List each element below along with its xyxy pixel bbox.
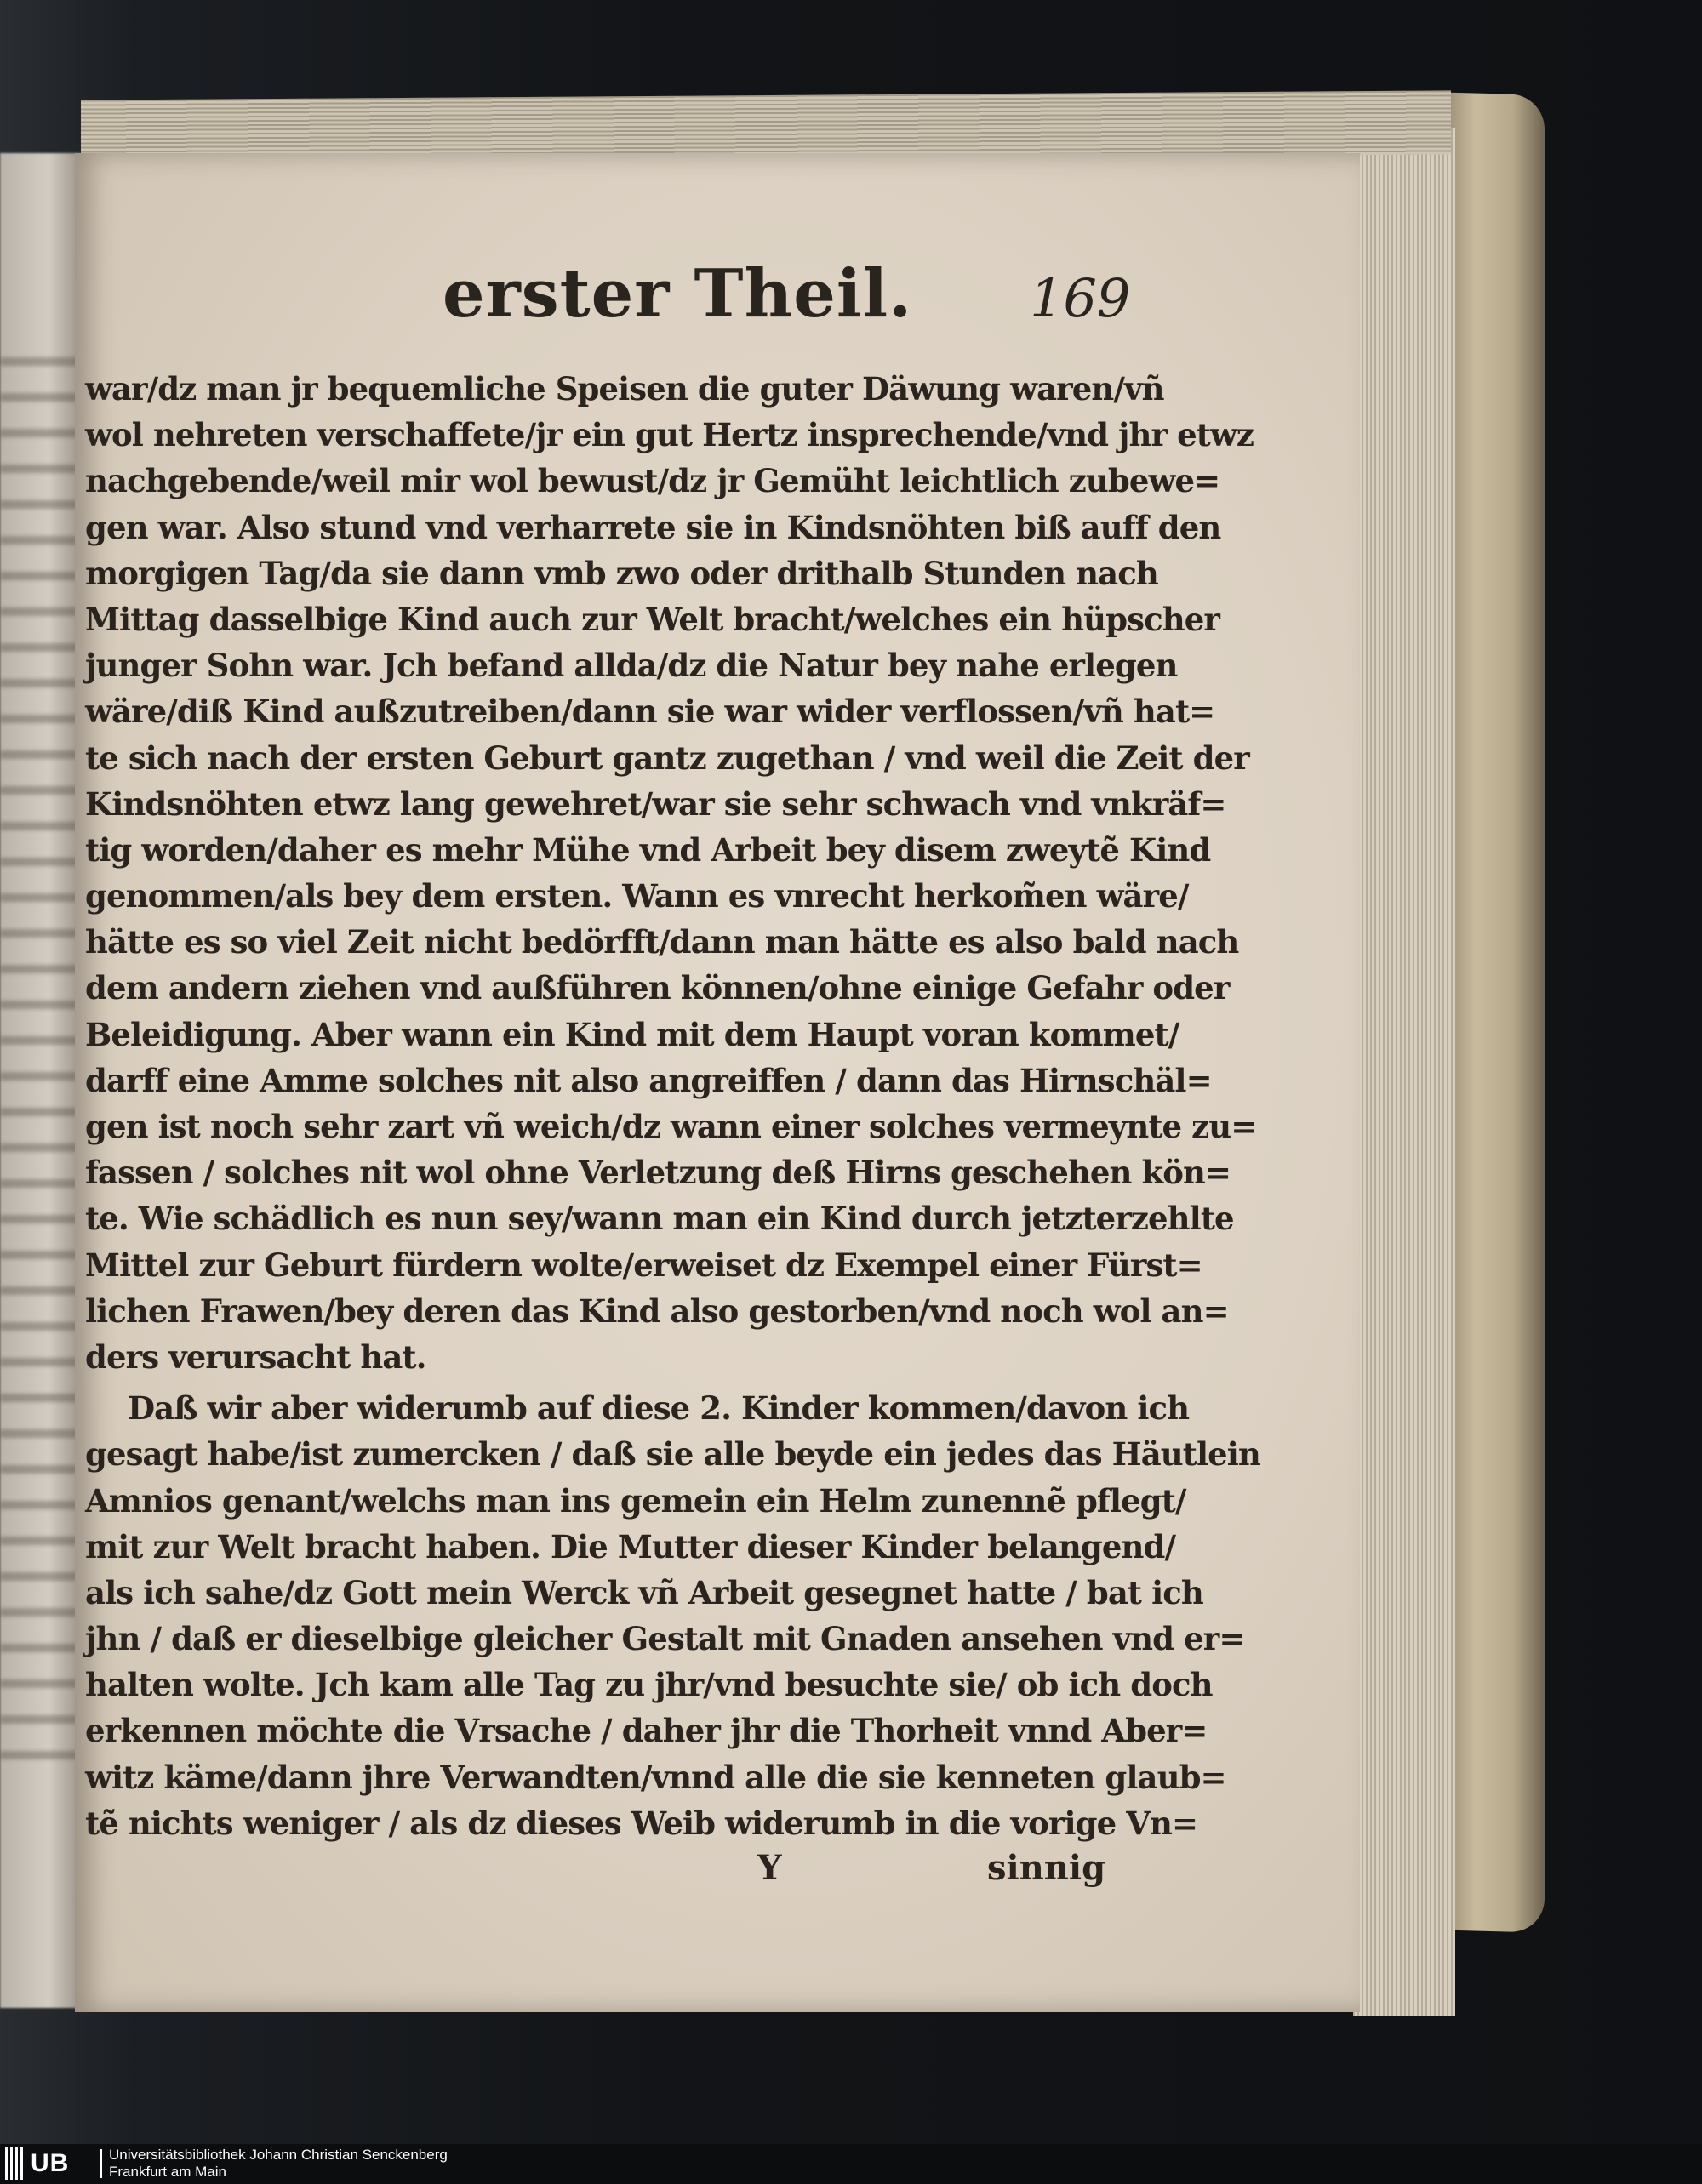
text-line: Kindsnöhten etwz lang gewehret/war sie sehr schwach vnd vnkräf= (85, 784, 1226, 823)
text-line: jhn / daß er dieselbige gleicher Gestalt mit Gnaden ansehen vnd er= (85, 1620, 1245, 1658)
signature-mark: Y (757, 1848, 782, 1888)
text-line: junger Sohn war. Jch befand allda/dz die Natur bey nahe erlegen (85, 647, 1178, 685)
page-content (85, 255, 1260, 1902)
text-line: Mittel zur Geburt fürdern wolte/erweiset dz Exempel einer Fürst= (85, 1246, 1202, 1284)
running-title: erster Theil. (443, 255, 913, 333)
text-line: wol nehreten verschaffete/jr ein gut Hertz insprechende/vnd jhr etwz (85, 416, 1254, 454)
library-name-line2: Frankfurt am Main (109, 2164, 226, 2180)
text-line: witz käme/dann jhre Verwandten/vnnd alle die sie kenneten glaub= (85, 1758, 1226, 1796)
text-line: te sich nach der ersten Geburt gantz zugethan / vnd weil die Zeit der (85, 738, 1249, 777)
text-line: darff eine Amme solches nit also angreiffen / dann das Hirnschäl= (85, 1061, 1212, 1099)
book-page (75, 153, 1360, 2012)
text-line: genommen/als bey dem ersten. Wann es vnrecht herkom̃en wäre/ (85, 877, 1189, 915)
text-line: nachgebende/weil mir wol bewust/dz jr Gemüht leichtlich zubewe= (85, 462, 1220, 500)
text-line: Beleidigung. Aber wann ein Kind mit dem Haupt voran kommet/ (85, 1015, 1179, 1053)
text-line: Mittag dasselbige Kind auch zur Welt bracht/welches ein hüpscher (85, 600, 1219, 638)
page-foot (85, 1848, 1115, 1902)
text-line: dem andern ziehen vnd außführen können/ohne einige Gefahr oder (85, 969, 1230, 1007)
page-number: 169 (1030, 267, 1131, 329)
text-line: ders verursacht hat. (85, 1337, 426, 1376)
text-line: hätte es so viel Zeit nicht bedörfft/dann man hätte es also bald nach (85, 923, 1239, 961)
body-text (85, 366, 1260, 1846)
text-line: Amnios genant/welchs man ins gemein ein Helm zunennẽ pflegt/ (85, 1481, 1186, 1520)
text-line: war/dz man jr bequemliche Speisen die guter Däwung waren/vñ (85, 370, 1164, 408)
book-page-edges (1353, 128, 1455, 2016)
previous-page-text-bleed (0, 357, 78, 1761)
text-line: lichen Frawen/bey deren das Kind also gestorben/vnd noch wol an= (85, 1292, 1229, 1330)
text-line: gen ist noch sehr zart vñ weich/dz wann einer solches vermeynte zu= (85, 1108, 1257, 1145)
ub-logo-icon (5, 2147, 26, 2180)
text-line: mit zur Welt bracht haben. Die Mutter dieser Kinder belangend/ (85, 1527, 1176, 1565)
text-line: gen war. Also stund vnd verharrete sie in Kindsnöhten biß auff den (85, 508, 1221, 546)
ub-logo[interactable] (5, 2147, 69, 2180)
running-head (85, 255, 1131, 366)
library-name[interactable] (109, 2147, 448, 2181)
text-line: als ich sahe/dz Gott mein Werck vñ Arbeit gesegnet hatte / bat ich (85, 1573, 1203, 1611)
text-line: tig worden/daher es mehr Mühe vnd Arbeit bey disem zweytẽ Kind (85, 830, 1211, 869)
library-name-line1: Universitätsbibliothek Johann Christian Senckenberg (109, 2147, 448, 2163)
text-line: halten wolte. Jch kam alle Tag zu jhr/vnd besuchte sie/ ob ich doch (85, 1666, 1213, 1704)
text-line: fassen / solches nit wol ohne Verletzung deß Hirns geschehen kön= (85, 1154, 1231, 1192)
text-line: te. Wie schädlich es nun sey/wann man ein Kind durch jetzterzehlte (85, 1200, 1234, 1238)
text-line: wäre/diß Kind außzutreiben/dann sie war wider verflossen/vñ hat= (85, 693, 1215, 731)
text-line: Daß wir aber widerumb auf diese 2. Kinder kommen/davon ich (128, 1389, 1190, 1428)
catchword: sinnig (987, 1848, 1106, 1888)
text-line: gesagt habe/ist zumercken / daß sie alle beyde ein jedes das Häutlein (85, 1435, 1260, 1474)
text-line: erkennen möchte die Vrsache / daher jhr die Thorheit vnnd Aber= (85, 1712, 1208, 1750)
ub-logo-text: UB (31, 2149, 70, 2177)
text-line: morgigen Tag/da sie dann vmb zwo oder drithalb Stunden nach (85, 554, 1158, 592)
footer-divider (100, 2149, 102, 2178)
text-line: tẽ nichts weniger / als dz dieses Weib widerumb in die vorige Vn= (85, 1804, 1198, 1842)
library-footer-bar (0, 2144, 1702, 2184)
